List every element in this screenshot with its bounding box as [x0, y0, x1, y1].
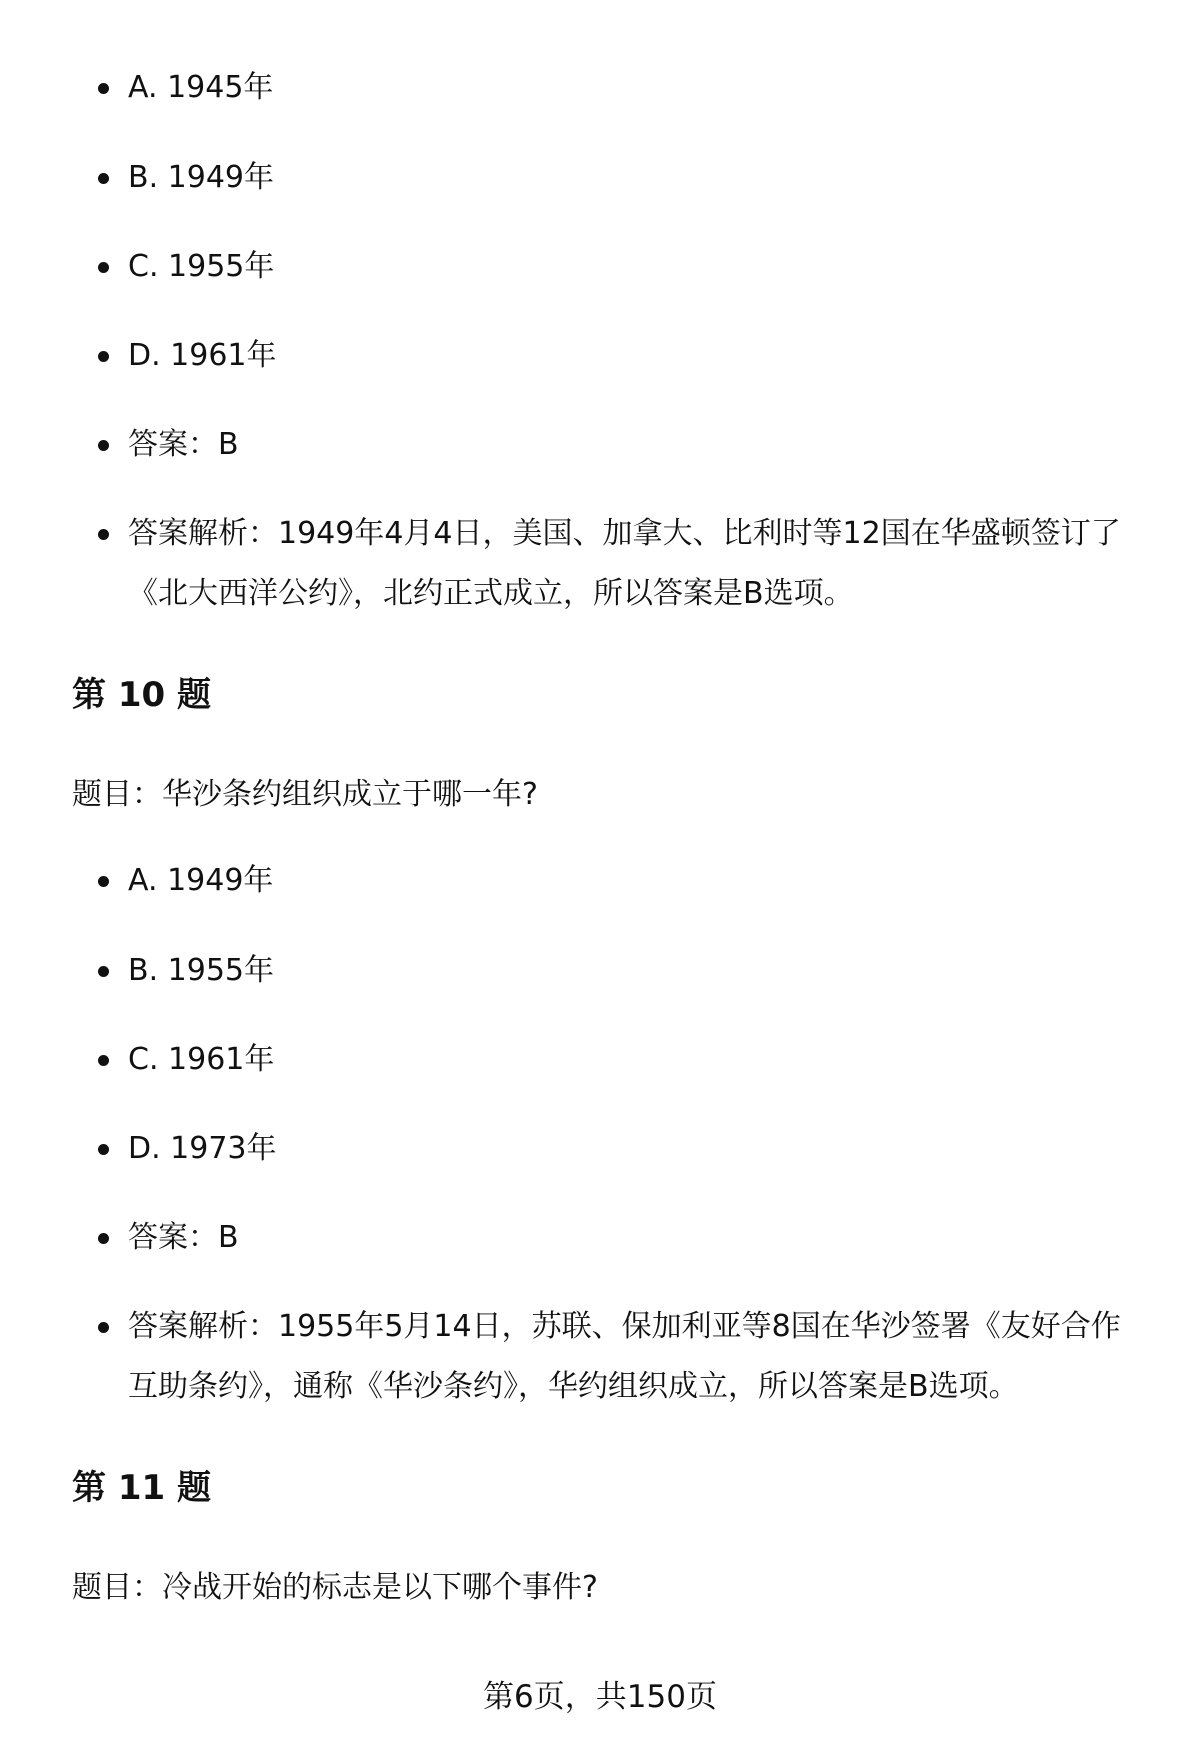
question-heading: 第 10 题	[72, 675, 211, 715]
option-b: B. 1955年	[128, 941, 1138, 1001]
answer: 答案：B	[128, 415, 1138, 475]
option-b: B. 1949年	[128, 148, 1138, 208]
answer: 答案：B	[128, 1208, 1138, 1268]
answer-explanation: 答案解析：1949年4月4日，美国、加拿大、比利时等12国在华盛顿签订了《北大西洋公约》，北约正式成立，所以答案是B选项。	[128, 504, 1138, 624]
question-text: 题目：华沙条约组织成立于哪一年?	[72, 777, 538, 812]
option-a: A. 1949年	[128, 851, 1138, 911]
page-indicator: 第6页，共150页	[483, 1679, 717, 1715]
answer-explanation: 答案解析：1955年5月14日，苏联、保加利亚等8国在华沙签署《友好合作互助条约》，通称《华沙条约》，华约组织成立，所以答案是B选项。	[128, 1297, 1138, 1417]
question-heading: 第 11 题	[72, 1468, 211, 1508]
option-d: D. 1973年	[128, 1119, 1138, 1179]
option-d: D. 1961年	[128, 326, 1138, 386]
question-text: 题目：冷战开始的标志是以下哪个事件?	[72, 1570, 598, 1605]
option-c: C. 1961年	[128, 1030, 1138, 1090]
option-a: A. 1945年	[128, 58, 1138, 118]
option-c: C. 1955年	[128, 237, 1138, 297]
